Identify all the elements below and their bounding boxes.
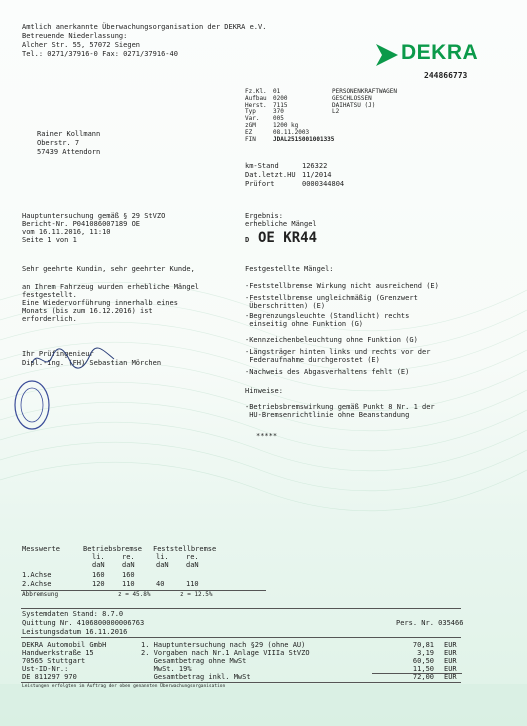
paragraph-2-line-3: erforderlich. (22, 315, 77, 323)
measurement-column-unit: daN (186, 561, 199, 569)
branch-phone: Tel.: 0271/37916-0 Fax: 0271/37916-40 (22, 50, 178, 58)
axle-label: 1.Achse (22, 571, 52, 579)
defect-item: -Nachweis des Abgasverhaltens fehlt (E) (245, 368, 410, 376)
defect-item: -Feststellbremse ungleichmäßig (Grenzwert Überschritten) (E) (245, 294, 418, 311)
footer-rule-top (21, 608, 461, 609)
hints-text: -Betriebsbremswirkung gemäß Punkt 8 Nr. 1 der HU-Bremsenrichtlinie ohne Beanstandung (245, 403, 435, 420)
signature (28, 345, 118, 375)
report-title: Hauptuntersuchung gemäß § 29 StVZO (22, 212, 166, 220)
abbremsung-label: Abbremsung (22, 591, 59, 598)
personnel-number: Pers. Nr. 035466 (396, 619, 464, 627)
hints-heading: Hinweise: (245, 387, 283, 395)
company-line-5: DE 811297 970 (22, 673, 77, 681)
defects-heading: Festgestellte Mängel: (245, 265, 334, 273)
measurement-column-side: li. (156, 553, 169, 561)
invoice-item-amount: 3,19 (417, 649, 434, 657)
vehicle-field-label: FIN (245, 135, 256, 143)
pruefort-label: Prüfort (245, 180, 275, 188)
dekra-logo (374, 42, 492, 68)
vehicle-field-value: 7115 (273, 101, 288, 109)
dekra-arrow-icon (374, 42, 400, 68)
invoice-item-text: 1. Hauptuntersuchung nach §29 (ohne AU) (141, 641, 306, 649)
invoice-item-text: Gesamtbetrag inkl. MwSt (141, 673, 251, 681)
invoice-number: Quittung Nr. 4106800000006763 (22, 619, 145, 627)
measurement-value: 110 (122, 580, 135, 588)
measurement-column-unit: daN (122, 561, 135, 569)
end-stars: ***** (256, 432, 278, 440)
last-hu-value: 11/2014 (302, 171, 332, 179)
invoice-item-amount: 60,50 (412, 657, 434, 665)
defect-item: -Längsträger hinten links und rechts vor der Federaufnahme durchgerostet (E) (245, 348, 431, 365)
measurement-column-side: re. (122, 553, 135, 561)
footer-rule-bottom (21, 682, 461, 683)
vehicle-field-value: 08.11.2003 (273, 128, 310, 136)
invoice-item-currency: EUR (444, 665, 457, 673)
invoice-item-currency: EUR (444, 673, 457, 681)
measurement-column-unit: daN (156, 561, 169, 569)
vehicle-field-label: zGM (245, 122, 256, 129)
company-line-4: Ust-ID-Nr.: (22, 665, 69, 673)
vehicle-field-label: Var. (245, 115, 260, 123)
measurement-value: 160 (122, 571, 135, 579)
result-label: Ergebnis: (245, 212, 283, 220)
inspector-name: Dipl.-Ing. (FH) Sebastian Mörchen (22, 359, 162, 367)
vehicle-field-description: DAIHATSU (J) (332, 101, 376, 109)
measurement-value: 120 (92, 580, 105, 588)
invoice-item-currency: EUR (444, 657, 457, 665)
org-line: Amtlich anerkannte Überwachungsorganisation der DEKRA e.V. (22, 23, 267, 31)
invoice-item-text: 2. Vorgaben nach Nr.1 Anlage VIIIa StVZO (141, 649, 310, 657)
km-label: km-Stand (245, 162, 279, 170)
vehicle-field-value: 01 (273, 88, 281, 95)
paragraph-2-line-1: Eine Wiedervorführung innerhalb eines (22, 299, 178, 307)
invoice-item-text: Gesamtbetrag ohne MwSt (141, 657, 247, 665)
vehicle-field-value: 005 (273, 115, 284, 123)
footer-background-band (0, 684, 527, 726)
total-rule (372, 673, 462, 674)
official-stamp (12, 378, 52, 432)
invoice-item-currency: EUR (444, 641, 457, 649)
footer-rule-mid (21, 637, 461, 638)
vehicle-field-value: 1200 kg (273, 122, 299, 129)
invoice-item-amount: 72,00 (412, 673, 434, 681)
last-hu-label: Dat.letzt.HU (245, 171, 296, 179)
system-data: Systemdaten Stand: 8.7.0 (22, 610, 124, 618)
paragraph-1-line-2: festgestellt. (22, 291, 77, 299)
service-brake-heading: Betriebsbremse (83, 545, 143, 553)
vehicle-field-description: GESCHLOSSEN (332, 94, 372, 102)
pruefort-value: 0000344804 (302, 180, 345, 188)
company-line-3: 70565 Stuttgart (22, 657, 86, 665)
document-number: 244866773 (424, 71, 468, 80)
company-line-1: DEKRA Automobil GmbH (22, 641, 107, 649)
parking-brake-heading: Feststellbremse (153, 545, 217, 553)
vehicle-field-label: EZ (245, 128, 253, 136)
axle-label: 2.Achse (22, 580, 52, 588)
paragraph-1-line-1: an Ihrem Fahrzeug wurden erhebliche Mängel (22, 283, 200, 291)
performance-date: Leistungsdatum 16.11.2016 (22, 628, 128, 636)
plate-prefix: D (245, 236, 250, 244)
defect-item: -Kennzeichenbeleuchtung ohne Funktion (G) (245, 336, 418, 344)
vehicle-field-label: Fz.Kl. (245, 88, 267, 95)
invoice-item-amount: 70,81 (412, 641, 434, 649)
km-value: 126322 (302, 162, 328, 170)
measurement-value: 160 (92, 571, 105, 579)
addressee-street: Oberstr. 7 (37, 139, 80, 147)
measurement-column-side: li. (92, 553, 105, 561)
vehicle-field-value: 0200 (273, 94, 288, 102)
abbremsung-parking: z = 12.5% (180, 591, 213, 598)
addressee-city: 57439 Attendorn (37, 148, 101, 156)
result-value: erhebliche Mängel (245, 220, 317, 228)
measurement-value: 110 (186, 580, 199, 588)
paragraph-2-line-2: Monats (bis zum 16.12.2016) ist (22, 307, 153, 315)
license-plate: OE KR44 (258, 230, 318, 246)
defect-item: -Feststellbremse Wirkung nicht ausreichend (E) (245, 282, 439, 290)
invoice-item-currency: EUR (444, 649, 457, 657)
defect-item: -Begrenzungsleuchte (Standlicht) rechts einseitig ohne Funktion (G) (245, 312, 410, 329)
vehicle-field-value: JDAL251S001001335 (273, 135, 335, 143)
report-date: vom 16.11.2016, 11:10 (22, 228, 111, 236)
vehicle-field-value: 370 (273, 108, 284, 116)
vehicle-field-description: L2 (332, 108, 340, 116)
vehicle-field-label: Aufbau (245, 94, 267, 102)
addressee-name: Rainer Kollmann (37, 130, 101, 138)
branch-address: Alcher Str. 55, 57072 Siegen (22, 41, 141, 49)
invoice-item-amount: 11,50 (412, 665, 434, 673)
dekra-logo-text: DEKRA (401, 41, 479, 64)
measurements-heading: Messwerte (22, 545, 60, 553)
invoice-item-text: MwSt. 19% (141, 665, 192, 673)
greeting: Sehr geehrte Kundin, sehr geehrter Kunde, (22, 265, 195, 273)
measurement-column-unit: daN (92, 561, 105, 569)
measurement-value: 40 (156, 580, 165, 588)
vehicle-field-label: Typ (245, 108, 256, 116)
measurement-column-side: re. (186, 553, 199, 561)
abbremsung-service: z = 45.8% (118, 591, 151, 598)
company-line-2: Handwerkstraße 15 (22, 649, 94, 657)
inspector-title: Ihr Prüfingenieur (22, 350, 94, 358)
branch-label: Betreuende Niederlassung: (22, 32, 128, 40)
vehicle-field-label: Herst. (245, 101, 267, 109)
small-print: Leistungen erfolgten im Auftrag der oben genannten Überwachungsorganisation (22, 684, 226, 689)
vehicle-field-description: PERSONENKRAFTWAGEN (332, 88, 398, 95)
report-page: Seite 1 von 1 (22, 236, 77, 244)
report-number: Bericht-Nr. P041086007189 OE (22, 220, 141, 228)
